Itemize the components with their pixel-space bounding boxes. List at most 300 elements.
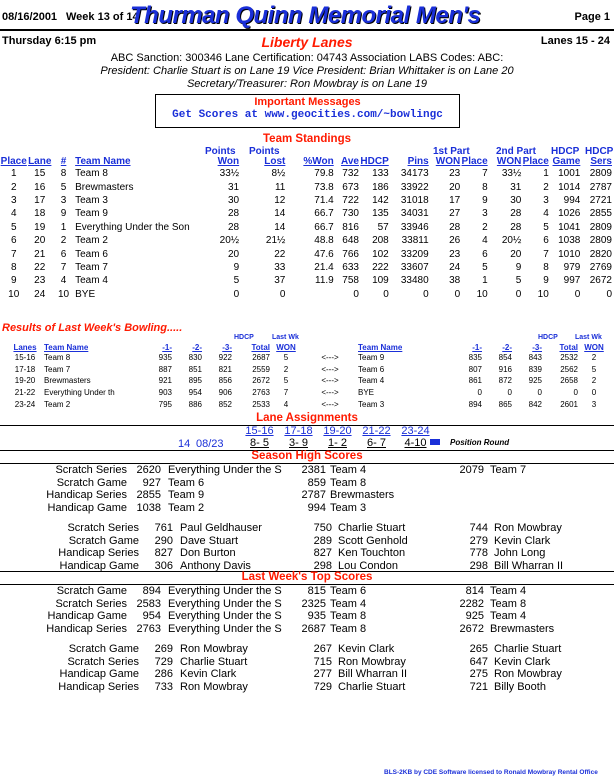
score-cell: Handicap Game xyxy=(47,610,127,623)
standings-cell: 0 xyxy=(574,288,581,300)
results-cell: 4 xyxy=(283,399,289,409)
standings-cell: 0 xyxy=(606,288,612,300)
score-cell: 927 xyxy=(142,476,161,489)
standings-cell: 28 xyxy=(510,221,522,233)
position-round-label: Position Round xyxy=(450,438,510,447)
score-row xyxy=(0,668,614,681)
score-cell: Scratch Series xyxy=(55,464,127,476)
score-cell: 2763 xyxy=(136,622,161,635)
score-cell: Everything Under the S xyxy=(168,597,282,610)
score-cell: Ken Touchton xyxy=(338,547,406,560)
sanction-line: ABC Sanction: 300346 Lane Certification: 04743 Association LABS Codes: ABC: xyxy=(110,52,504,64)
standings-cell: 9 xyxy=(482,194,488,206)
standings-cell: 7 xyxy=(482,168,488,180)
score-cell: 935 xyxy=(307,610,326,623)
standings-cell: 28 xyxy=(228,221,240,233)
score-row xyxy=(0,610,614,623)
score-row xyxy=(0,623,614,636)
results-cell: 2533 xyxy=(252,399,270,409)
season-high-title: Season High Scores xyxy=(251,450,363,462)
standings-cell: 48.8 xyxy=(314,235,334,247)
results-col-header: Total xyxy=(251,343,270,352)
score-cell: Ron Mowbray xyxy=(180,680,248,693)
results-col-header: Team Name xyxy=(358,343,403,352)
standings-cell: 9 xyxy=(10,275,17,287)
results-cell: 894 xyxy=(468,399,482,409)
score-cell: Team 8 xyxy=(330,610,367,623)
score-row xyxy=(0,598,614,611)
standings-cell: 22 xyxy=(34,261,46,273)
score-cell: 2282 xyxy=(459,597,484,610)
results-lastwk-top-left: Last Wk xyxy=(272,334,299,341)
standings-cell: 16 xyxy=(34,181,46,193)
standings-cell: 0 xyxy=(383,288,389,300)
standings-cell: 2 xyxy=(60,235,67,247)
score-cell: Team 8 xyxy=(490,597,527,610)
results-col-header: WON xyxy=(276,343,296,352)
season-high-team xyxy=(0,464,614,514)
results-cell: 2672 xyxy=(252,376,270,386)
results-cell: 23-24 xyxy=(14,399,36,409)
standings-cell: 5 xyxy=(543,221,549,233)
score-cell: Charlie Stuart xyxy=(494,643,562,655)
standings-cell: 57 xyxy=(377,221,389,233)
results-cell: Team 4 xyxy=(358,376,385,386)
results-cell: 2687 xyxy=(252,353,270,363)
lane-matches xyxy=(240,437,435,449)
score-cell: 2583 xyxy=(136,597,161,610)
score-cell: 2079 xyxy=(459,464,484,476)
standings-cell: 20 xyxy=(228,248,240,260)
score-cell: Ron Mowbray xyxy=(494,668,562,681)
standings-col-header: Lane xyxy=(28,156,52,167)
standings-cell: 22 xyxy=(274,248,286,260)
score-cell: 859 xyxy=(307,476,326,489)
results-cell: 843 xyxy=(528,353,542,363)
score-cell: Scratch Series xyxy=(67,655,139,668)
standings-cell: 20½ xyxy=(219,235,240,247)
score-row xyxy=(0,464,614,477)
score-cell: 721 xyxy=(469,680,488,693)
standings-cell: 2 xyxy=(482,221,488,233)
results-col-header: -2- xyxy=(192,343,202,352)
results-cell: 830 xyxy=(188,353,202,363)
score-cell: 2787 xyxy=(301,489,326,502)
standings-cell: 21½ xyxy=(265,235,286,247)
standings-cell: 79.8 xyxy=(314,168,334,180)
standings-cell: 6 xyxy=(543,235,549,247)
results-cell: 935 xyxy=(158,353,172,363)
standings-title: Team Standings xyxy=(263,133,351,145)
score-cell: 298 xyxy=(469,559,488,572)
results-cell: 851 xyxy=(188,364,202,374)
score-row xyxy=(0,535,614,548)
standings-cell: 8 xyxy=(543,261,549,273)
standings-cell: 20 xyxy=(34,235,46,247)
vs-arrow: <---> xyxy=(321,376,339,386)
score-cell: Lou Condon xyxy=(338,559,398,572)
score-cell: Brewmasters xyxy=(490,622,555,635)
score-cell: Handicap Series xyxy=(46,489,127,502)
score-row xyxy=(0,522,614,535)
results-cell: 7 xyxy=(283,388,289,398)
score-cell: 275 xyxy=(469,668,488,681)
results-column-headers xyxy=(6,343,610,352)
standings-cell: 979 xyxy=(563,261,581,273)
standings-cell: 9 xyxy=(515,261,522,273)
standings-cell: 20½ xyxy=(501,235,522,247)
standings-cell: 133 xyxy=(372,168,389,180)
standings-cell: 2721 xyxy=(589,194,612,206)
results-cell: 2 xyxy=(591,353,597,363)
results-cell: 2 xyxy=(283,364,289,374)
score-cell: Team 8 xyxy=(330,622,367,635)
score-cell: 298 xyxy=(313,559,332,572)
vs-arrow: <---> xyxy=(321,364,339,374)
standings-cell: 28 xyxy=(510,208,522,220)
standings-cell: 8 xyxy=(60,168,67,180)
standings-cell: 2855 xyxy=(589,208,612,220)
standings-col-header: Place xyxy=(522,156,549,167)
standings-cell: 24 xyxy=(449,261,461,273)
score-row xyxy=(0,681,614,694)
hdr-points-lost-top: Points xyxy=(249,146,280,157)
standings-cell: 1 xyxy=(482,275,488,287)
standings-cell: 2809 xyxy=(589,235,612,247)
score-cell: Scratch Game xyxy=(56,476,127,489)
standings-cell: 5 xyxy=(482,261,488,273)
messages-text: Get Scores at www.geocities.com/~bowlingc xyxy=(172,109,443,121)
standings-cell: 11.9 xyxy=(315,275,334,287)
standings-cell: 0 xyxy=(353,288,359,300)
results-col-header: Total xyxy=(559,343,578,352)
standings-cell: 11 xyxy=(274,181,286,193)
bowling-center: Liberty Lanes xyxy=(261,34,353,50)
score-cell: Team 2 xyxy=(168,501,205,514)
results-cell: 865 xyxy=(498,399,512,409)
score-cell: 827 xyxy=(154,547,173,560)
standings-cell: 2769 xyxy=(589,261,612,273)
score-cell: 1038 xyxy=(136,501,161,514)
standings-cell: Team 7 xyxy=(75,261,108,273)
standings-col-header: # xyxy=(60,156,67,167)
results-cell: 872 xyxy=(498,376,512,386)
standings-cell: Everything Under the Son xyxy=(75,221,190,233)
score-cell: Kevin Clark xyxy=(338,643,395,655)
standings-cell: Team 6 xyxy=(75,248,108,260)
score-cell: Handicap Series xyxy=(58,547,139,560)
standings-cell: 766 xyxy=(342,248,359,260)
results-hdcp-top-right: HDCP xyxy=(538,334,558,341)
score-cell: 744 xyxy=(469,522,488,534)
score-cell: John Long xyxy=(494,547,546,560)
results-cell: 921 xyxy=(158,376,172,386)
standings-col-header: Place xyxy=(461,156,488,167)
standings-cell: 6 xyxy=(482,248,488,260)
score-cell: 827 xyxy=(313,547,332,560)
standings-cell: 34173 xyxy=(400,168,429,180)
officers-line-1: President: Charlie Stuart is on Lane 19 Vice President: Brian Whittaker is on Lane 20 xyxy=(100,65,514,77)
score-cell: Ron Mowbray xyxy=(494,522,562,534)
score-cell: Anthony Davis xyxy=(180,559,251,572)
standings-cell: 1010 xyxy=(558,248,581,260)
standings-cell: 33607 xyxy=(400,261,429,273)
table-row xyxy=(0,167,612,180)
standings-cell: 24 xyxy=(34,288,46,300)
score-cell: 289 xyxy=(313,534,332,547)
standings-col-header: Pins xyxy=(407,156,429,167)
lane-match: 1- 2 xyxy=(328,437,347,449)
standings-cell: 1014 xyxy=(558,181,581,193)
score-cell: Everything Under the S xyxy=(168,585,282,597)
results-cell: 0 xyxy=(537,388,542,398)
results-cell: 856 xyxy=(218,376,232,386)
standings-cell: 633 xyxy=(342,261,359,273)
standings-cell: 28 xyxy=(228,208,240,220)
score-cell: 814 xyxy=(465,585,484,597)
standings-cell: 2820 xyxy=(589,248,612,260)
results-cell: 954 xyxy=(188,388,202,398)
results-cell: 0 xyxy=(591,388,597,398)
standings-cell: 21.4 xyxy=(314,261,334,273)
hdr-points-won-top: Points xyxy=(205,146,236,157)
standings-cell: 4 xyxy=(10,208,17,220)
score-cell: 715 xyxy=(313,655,332,668)
table-row xyxy=(6,375,610,387)
score-cell: 2620 xyxy=(136,464,161,476)
standings-cell: Team 9 xyxy=(75,208,108,220)
results-col-header: -2- xyxy=(502,343,512,352)
last-week-title: Last Week's Top Scores xyxy=(241,571,373,583)
standings-col-header: Lost xyxy=(264,156,286,167)
score-row xyxy=(0,477,614,490)
score-row xyxy=(0,643,614,656)
standings-cell: 2 xyxy=(543,181,549,193)
standings-cell: 997 xyxy=(563,275,581,287)
score-cell: 2687 xyxy=(301,622,326,635)
hdr-second-part: 2nd Part xyxy=(496,146,537,157)
results-cell: 854 xyxy=(498,353,512,363)
results-cell: 861 xyxy=(468,376,482,386)
score-cell: Team 6 xyxy=(330,585,367,597)
hdr-hdcp-sers-top: HDCP xyxy=(585,146,614,157)
lane-assignments-title: Lane Assignments xyxy=(256,412,358,424)
standings-col-header: Game xyxy=(552,156,581,167)
results-col-header: WON xyxy=(584,343,604,352)
standings-cell: 10 xyxy=(537,288,549,300)
score-cell: Team 4 xyxy=(490,585,527,597)
standings-cell: 816 xyxy=(342,221,359,233)
table-row xyxy=(0,234,612,247)
score-cell: 778 xyxy=(469,547,488,560)
table-row xyxy=(0,194,612,207)
standings-cell: Team 4 xyxy=(75,275,108,287)
standings-cell: 5 xyxy=(515,275,522,287)
score-cell: Team 7 xyxy=(490,464,527,476)
table-row xyxy=(6,352,610,364)
standings-cell: 0 xyxy=(454,288,461,300)
standings-cell: 135 xyxy=(372,208,389,220)
week-label: Week 13 of 14 xyxy=(66,11,139,23)
standings-cell: 222 xyxy=(372,261,389,273)
assignment-week: 14 xyxy=(178,438,191,450)
standings-cell: 66.7 xyxy=(314,208,334,220)
software-footer: BLS-2KB by CDE Software licensed to Ronald Mowbray Rental Office xyxy=(384,769,598,776)
results-cell: Team 6 xyxy=(358,364,385,374)
results-cell: 906 xyxy=(218,388,232,398)
standings-cell: 71.4 xyxy=(314,194,334,206)
standings-cell: 2809 xyxy=(589,168,612,180)
standings-cell: 2809 xyxy=(589,221,612,233)
results-cell: 5 xyxy=(283,353,289,363)
results-hdcp-top-left: HDCP xyxy=(234,334,254,341)
lane-pair: 17-18 xyxy=(284,425,313,437)
score-row xyxy=(0,547,614,560)
standings-cell: 1026 xyxy=(558,208,581,220)
lane-pairs xyxy=(240,425,435,437)
league-title: Thurman Quinn Memorial Men's xyxy=(130,2,481,29)
standings-cell: 20 xyxy=(510,248,522,260)
standings-cell: 38 xyxy=(449,275,461,287)
score-cell: Kevin Clark xyxy=(494,534,551,547)
score-cell: 733 xyxy=(154,680,173,693)
table-row xyxy=(0,207,612,220)
standings-cell: 8½ xyxy=(271,168,286,180)
results-cell: Team 7 xyxy=(44,364,71,374)
results-cell: 795 xyxy=(158,399,172,409)
standings-cell: 33½ xyxy=(501,168,522,180)
results-cell: 2562 xyxy=(560,364,578,374)
results-cell: 0 xyxy=(507,388,512,398)
standings-cell: 4 xyxy=(482,235,488,247)
last-week-individual xyxy=(0,643,614,693)
results-cell: Team 8 xyxy=(44,353,71,363)
results-cell: 887 xyxy=(158,364,172,374)
arrow-icon xyxy=(430,439,440,445)
standings-cell: 9 xyxy=(543,275,549,287)
results-spacer-header xyxy=(302,343,358,352)
standings-cell: 758 xyxy=(342,275,359,287)
results-cell: Team 9 xyxy=(358,353,385,363)
score-cell: Scratch Game xyxy=(56,585,127,597)
results-cell: 2658 xyxy=(560,376,578,386)
results-cell: 2532 xyxy=(560,353,578,363)
standings-column-headers xyxy=(0,156,612,167)
standings-cell: 1038 xyxy=(558,235,581,247)
results-cell: 835 xyxy=(468,353,482,363)
standings-cell: 31 xyxy=(228,181,240,193)
score-cell: Everything Under the S xyxy=(168,610,282,623)
standings-cell: 10 xyxy=(58,288,70,300)
standings-col-header: Team Name xyxy=(75,156,131,167)
standings-cell: 31018 xyxy=(400,194,429,206)
results-cell: 839 xyxy=(528,364,542,374)
results-lastwk-top-right: Last Wk xyxy=(575,334,602,341)
results-cell: 925 xyxy=(528,376,542,386)
standings-cell: 19 xyxy=(34,221,46,233)
standings-col-header: Place xyxy=(0,156,27,167)
score-cell: 265 xyxy=(469,643,488,655)
score-cell: Bill Wharran II xyxy=(494,559,564,572)
score-cell: 729 xyxy=(313,680,332,693)
table-row xyxy=(0,274,612,287)
standings-cell: 23 xyxy=(449,248,461,260)
standings-cell: 30 xyxy=(228,194,240,206)
results-cell: 17-18 xyxy=(14,364,36,374)
standings-cell: 102 xyxy=(372,248,389,260)
score-cell: Scratch Series xyxy=(55,597,127,610)
table-row xyxy=(0,247,612,260)
standings-cell: 4 xyxy=(60,275,67,287)
standings-col-header: WON xyxy=(496,156,522,167)
results-col-header: -1- xyxy=(472,343,482,352)
standings-cell: 1 xyxy=(60,221,67,233)
standings-cell: 9 xyxy=(60,208,67,220)
standings-cell: 3 xyxy=(543,194,549,206)
score-cell: 2381 xyxy=(301,464,326,476)
table-row xyxy=(6,387,610,399)
score-cell: Handicap Game xyxy=(47,501,127,514)
standings-cell: 26 xyxy=(449,235,461,247)
lanes-range: Lanes 15 - 24 xyxy=(540,35,610,47)
score-cell: Scratch Series xyxy=(67,522,139,534)
score-cell: Bill Wharran II xyxy=(338,668,408,681)
results-cell: 2 xyxy=(591,376,597,386)
results-cell: Team 3 xyxy=(358,399,385,409)
standings-cell: 18 xyxy=(34,208,46,220)
results-cell: 0 xyxy=(573,388,578,398)
score-cell: 279 xyxy=(469,534,488,547)
standings-cell: 0 xyxy=(233,288,240,300)
standings-table xyxy=(0,156,612,301)
standings-cell: 33209 xyxy=(400,248,429,260)
standings-cell: 7 xyxy=(543,248,549,260)
standings-cell: 14 xyxy=(274,208,286,220)
lane-match: 3- 9 xyxy=(289,437,308,449)
results-table xyxy=(6,343,610,410)
standings-cell: 3 xyxy=(482,208,488,220)
lane-pair: 21-22 xyxy=(362,425,391,437)
standings-cell: 186 xyxy=(372,181,389,193)
score-cell: 267 xyxy=(313,643,332,655)
standings-cell: 37 xyxy=(274,275,286,287)
score-cell: Kevin Clark xyxy=(494,655,551,668)
season-high-individual xyxy=(0,522,614,572)
score-cell: Kevin Clark xyxy=(180,668,237,681)
results-cell: 21-22 xyxy=(14,388,36,398)
results-cell: 2601 xyxy=(560,399,578,409)
results-cell: 895 xyxy=(188,376,202,386)
hdr-hdcp-game-top: HDCP xyxy=(551,146,580,157)
score-cell: Handicap Series xyxy=(46,622,127,635)
score-cell: 647 xyxy=(469,655,488,668)
results-cell: 807 xyxy=(468,364,482,374)
last-week-team xyxy=(0,585,614,635)
score-cell: Handicap Game xyxy=(59,559,139,572)
score-cell: Handicap Game xyxy=(59,668,139,681)
results-cell: Team 2 xyxy=(44,399,71,409)
score-cell: Brewmasters xyxy=(330,489,395,502)
standings-cell: 33 xyxy=(274,261,286,273)
standings-cell: 0 xyxy=(423,288,429,300)
score-cell: Team 3 xyxy=(330,501,367,514)
results-col-header: -1- xyxy=(162,343,172,352)
results-cell: 3 xyxy=(591,399,597,409)
page-number: Page 1 xyxy=(574,11,610,23)
standings-col-header: Sers xyxy=(590,156,612,167)
results-cell: 916 xyxy=(498,364,512,374)
standings-cell: 5 xyxy=(60,181,67,193)
